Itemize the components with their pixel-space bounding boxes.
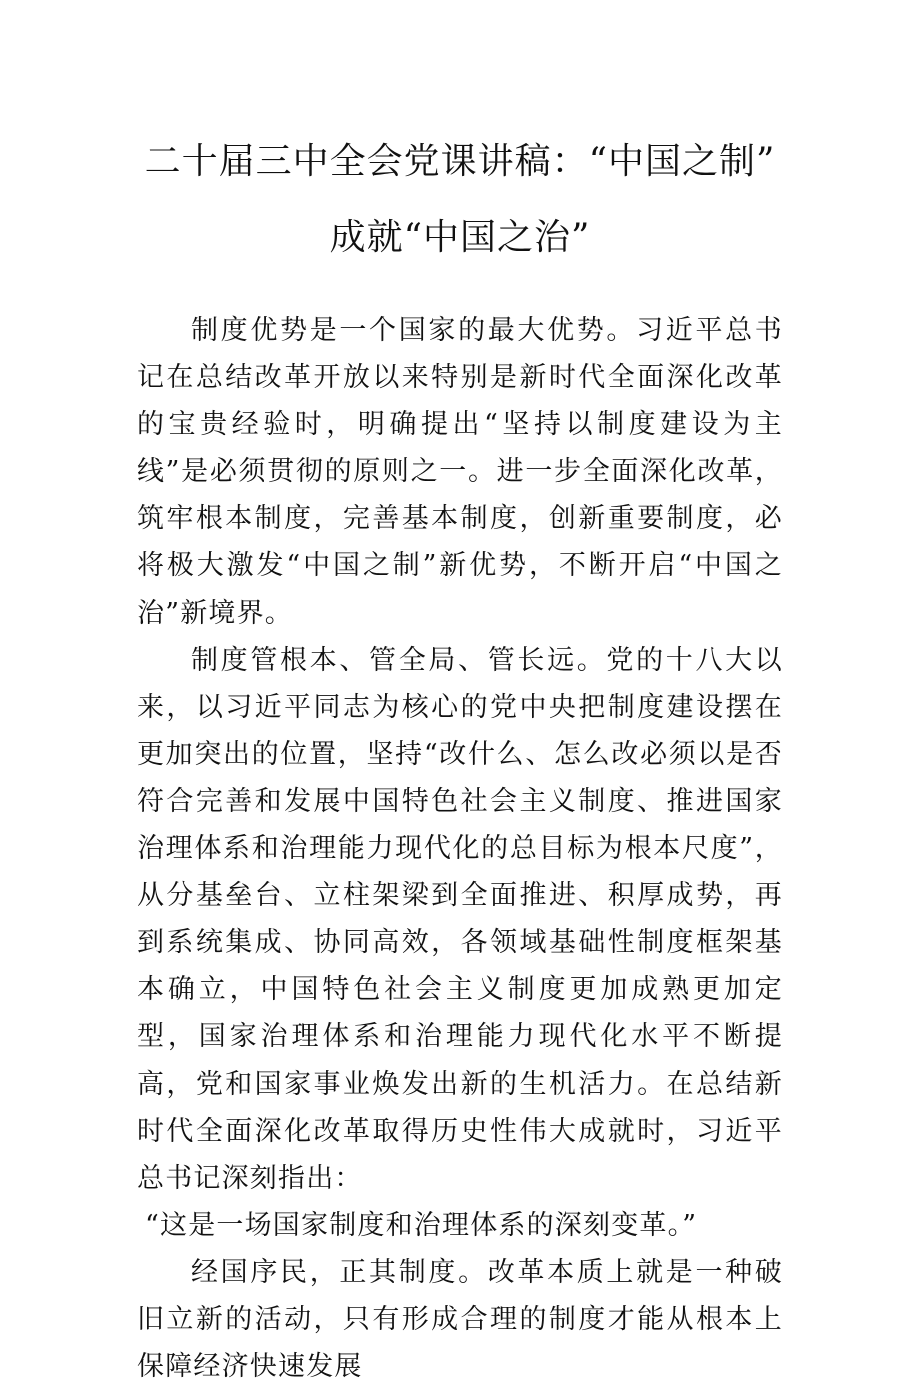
paragraph-4: 经国序民，正其制度。改革本质上就是一种破旧立新的活动，只有形成合理的制度才能从根本上保障经济快速发展 bbox=[137, 1256, 783, 1383]
paragraph-1: 制度优势是一个国家的最大优势。习近平总书记在总结改革开放以来特别是新时代全面深化改革的宝贵经验时，明确提出“坚持以制度建设为主线”是必须贯彻的原则之一。进一步全面深化改革，筑牢根本制度，完善基本制度，创新重要制度，必将极大激发“中国之制”新优势，不断开启“中国之治”新境界。 bbox=[137, 315, 783, 629]
document-title-line-2: 成就“中国之治” bbox=[329, 217, 591, 258]
document-title-line-1: 二十届三中全会党课讲稿：“中国之制” bbox=[144, 141, 776, 182]
document-body bbox=[137, 307, 783, 1390]
paragraph-2: 制度管根本、管全局、管长远。党的十八大以来，以习近平同志为核心的党中央把制度建设摆在更加突出的位置，坚持“改什么、怎么改必须以是否符合完善和发展中国特色社会主义制度、推进国家治理体系和治理能力现代化的总目标为根本尺度”，从分基垒台、立柱架梁到全面推进、积厚成势，再到系统集成、协同高效，各领域基础性制度框架基本确立，中国特色社会主义制度更加成熟更加定型，国家治理体系和治理能力现代化水平不断提高，党和国家事业焕发出新的生机活力。在总结新时代全面深化改革取得历史性伟大成就时，习近平总书记深刻指出： bbox=[137, 644, 783, 1194]
paragraph-quote: “这是一场国家制度和治理体系的深刻变革。” bbox=[145, 1209, 698, 1241]
